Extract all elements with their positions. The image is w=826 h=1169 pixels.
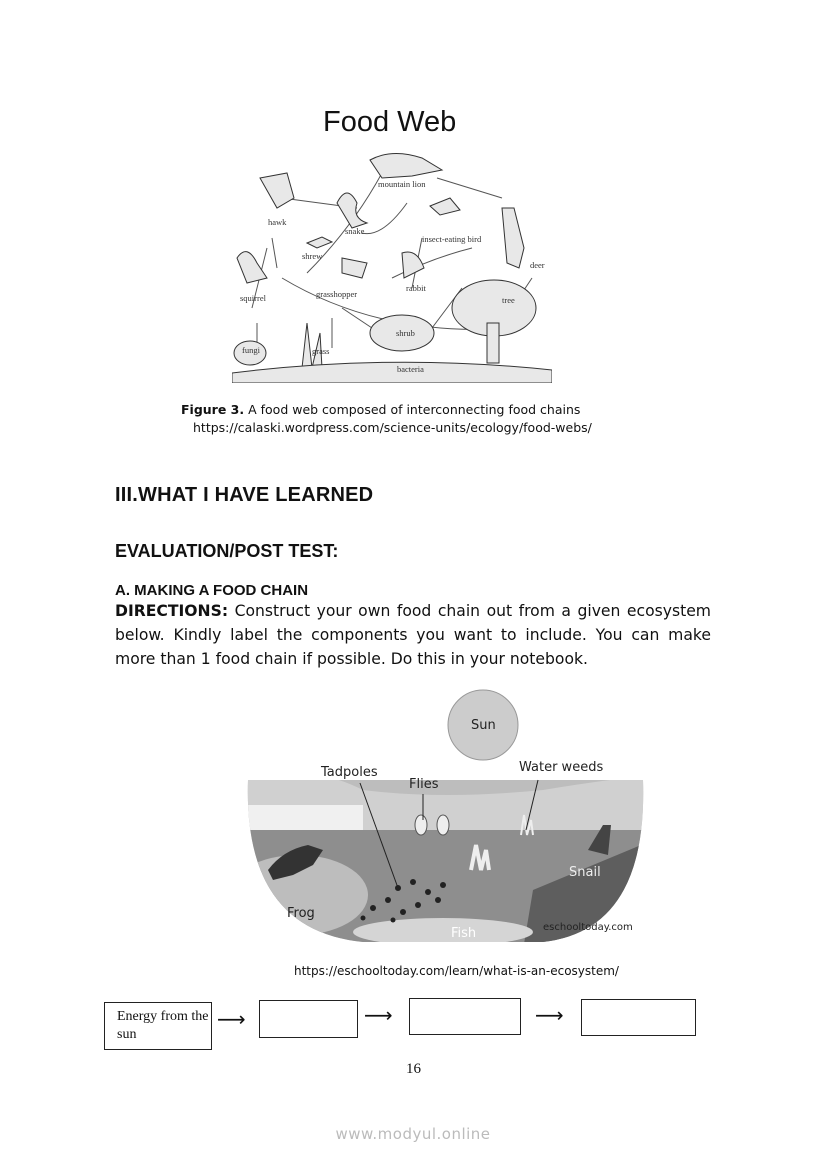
- directions-paragraph: [115, 599, 711, 671]
- ecosystem-illustration: [243, 680, 653, 948]
- ecosystem-source-url: https://eschooltoday.com/learn/what-is-an-ecosystem/: [294, 964, 619, 978]
- evaluation-heading: EVALUATION/POST TEST:: [115, 541, 339, 561]
- label-hawk: hawk: [268, 217, 287, 227]
- label-deer: deer: [530, 260, 545, 270]
- label-sun: Sun: [471, 718, 496, 733]
- label-shrew: shrew: [302, 251, 323, 261]
- food-chain-box-energy: Energy from the sun: [104, 1002, 212, 1050]
- food-chain-box-blank-1: [259, 1000, 358, 1038]
- figure-source-url: https://calaski.wordpress.com/science-units/ecology/food-webs/: [193, 420, 592, 435]
- label-insect-eating-bird: insect-eating bird: [422, 234, 482, 244]
- watermark: www.modyul.online: [335, 1125, 491, 1143]
- label-water-weeds: Water weeds: [519, 760, 604, 775]
- label-shrub: shrub: [396, 328, 415, 338]
- section-heading: III.WHAT I HAVE LEARNED: [115, 484, 374, 506]
- label-squirrel: squirrel: [240, 293, 266, 303]
- arrow-right-icon: ⟶: [217, 1007, 246, 1031]
- food-web-title: Food Web: [323, 106, 457, 138]
- food-chain-box-blank-3: [581, 999, 696, 1036]
- label-mountain-lion: mountain lion: [378, 179, 426, 189]
- arrow-right-icon: ⟶: [364, 1003, 393, 1027]
- label-grass: grass: [312, 346, 330, 356]
- page-number: 16: [406, 1061, 421, 1077]
- part-a-title: A. MAKING A FOOD CHAIN: [115, 582, 309, 599]
- label-tree: tree: [502, 295, 515, 305]
- arrow-right-icon: ⟶: [535, 1003, 564, 1027]
- directions-label: DIRECTIONS:: [115, 602, 229, 620]
- food-chain-box-blank-2: [409, 998, 521, 1035]
- label-fish: Fish: [451, 926, 477, 941]
- directions-text: Construct your own food chain out from a given ecosystem below. Kindly label the components you want to include. You can make more than 1 food chain if possible. Do this in your notebook.: [115, 602, 711, 668]
- figure-caption: [181, 402, 580, 417]
- figure-caption-text: A food web composed of interconnecting food chains: [244, 402, 581, 417]
- label-fungi: fungi: [242, 345, 260, 355]
- label-frog: Frog: [287, 906, 315, 921]
- label-tadpoles: Tadpoles: [321, 765, 378, 780]
- label-rabbit: rabbit: [406, 283, 426, 293]
- food-web-illustration: [232, 148, 552, 383]
- label-snail: Snail: [569, 865, 601, 880]
- ecosystem-credit: eschooltoday.com: [543, 922, 633, 933]
- label-grasshopper: grasshopper: [316, 289, 358, 299]
- label-flies: Flies: [409, 777, 439, 792]
- label-snake: snake: [345, 226, 365, 236]
- figure-label: Figure 3.: [181, 402, 245, 417]
- label-bacteria: bacteria: [397, 364, 424, 374]
